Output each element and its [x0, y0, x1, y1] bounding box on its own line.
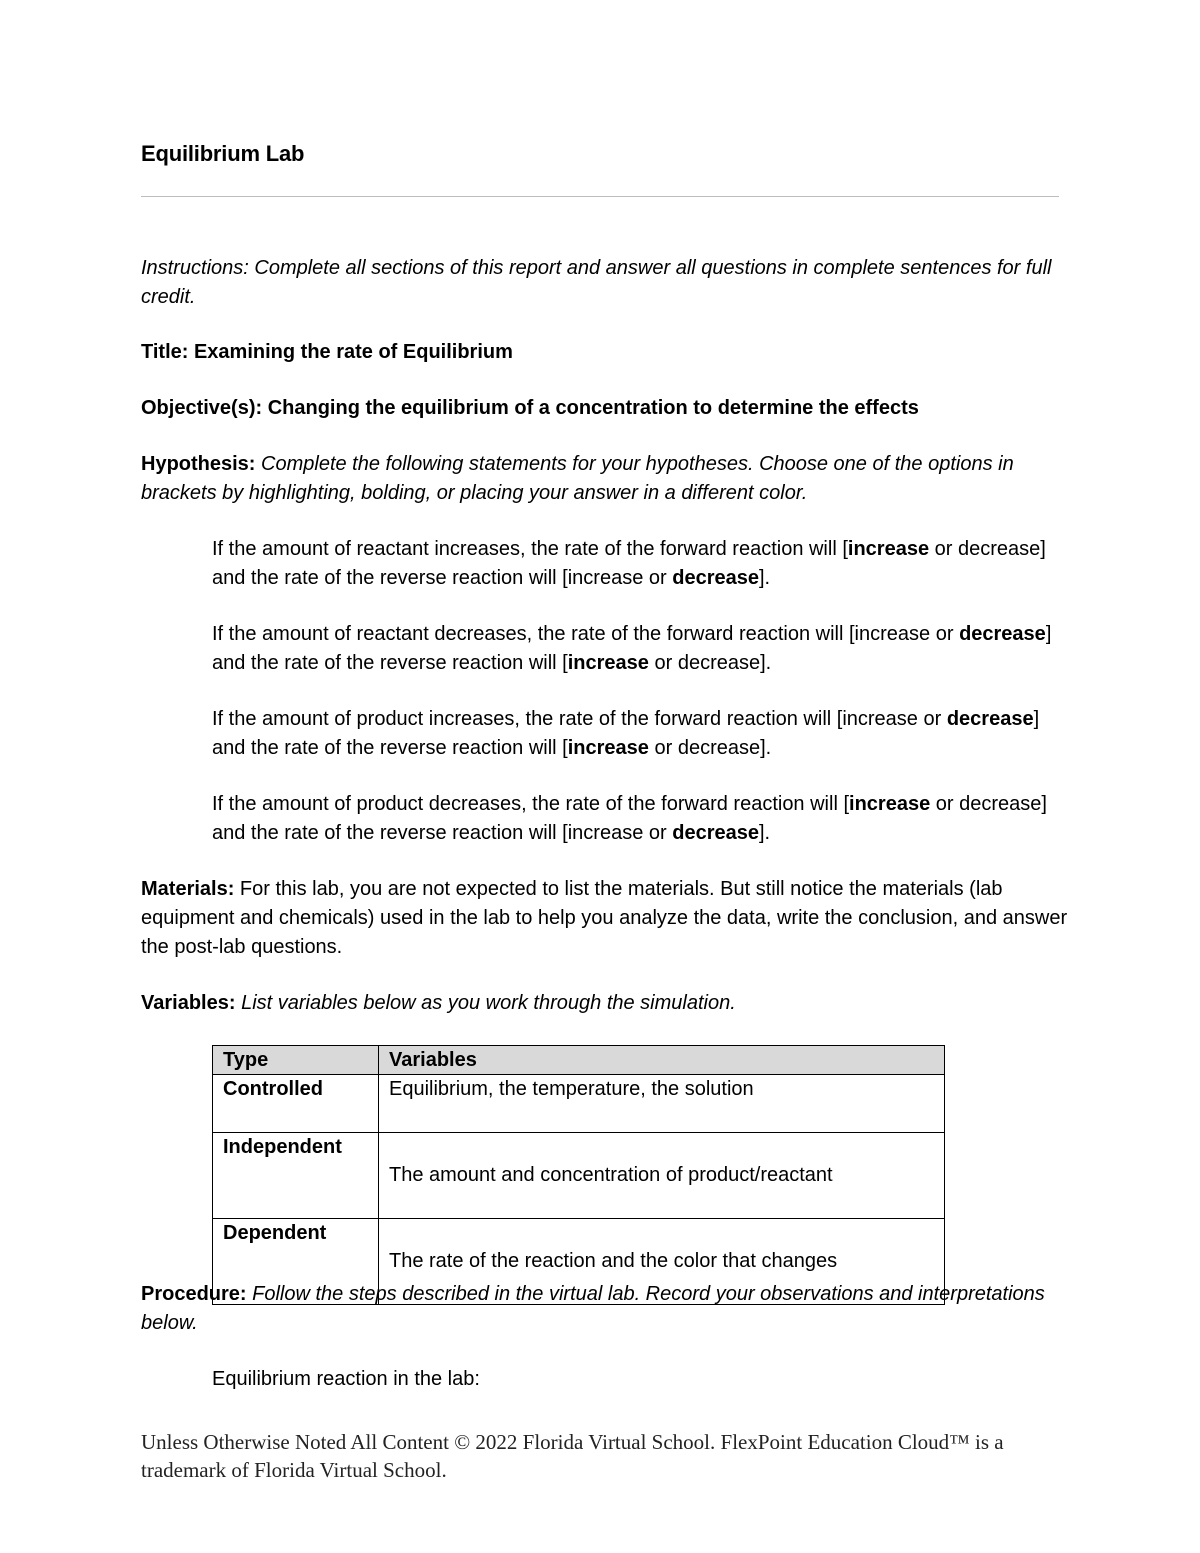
variable-type: Dependent — [213, 1219, 379, 1305]
materials-text: For this lab, you are not expected to list the materials. But still notice the materials (lab equipment and chemicals) used in the lab to help you analyze the data, write the conclusion, and answer the post-lab questions. — [141, 878, 1068, 958]
variables-text: List variables below as you work through the simulation. — [235, 992, 736, 1014]
hypothesis-text: Complete the following statements for your hypotheses. Choose one of the options in brackets by highlighting, bolding, or placing your answer in a different color. — [141, 453, 1014, 504]
procedure-text: Follow the steps described in the virtual lab. Record your observations and interpretations below. — [141, 1283, 1045, 1334]
objective-line: Objective(s): Changing the equilibrium of a concentration to determine the effects — [141, 397, 919, 419]
table-header-type: Type — [213, 1046, 379, 1075]
hypothesis-choice: decrease — [959, 623, 1046, 645]
procedure-label: Procedure: — [141, 1283, 247, 1305]
hypothesis-choice: decrease — [672, 567, 759, 589]
document-title: Equilibrium Lab — [141, 141, 305, 166]
variable-type: Controlled — [213, 1075, 379, 1133]
hypothesis-statement-1: If the amount of reactant increases, the rate of the forward reaction will [increase or decrease] and the rate of the reverse reaction will [increase or decrease]. — [212, 538, 1046, 589]
hypothesis-choice: decrease — [946, 708, 1034, 730]
variables-label: Variables: — [141, 992, 236, 1014]
table-row — [213, 1133, 945, 1219]
variable-value: The rate of the reaction and the color that changes — [379, 1219, 945, 1305]
equilibrium-reaction-label: Equilibrium reaction in the lab: — [212, 1368, 480, 1390]
hypothesis-paragraph — [141, 450, 1071, 508]
hypothesis-choice: increase — [567, 737, 649, 759]
page-footer: Unless Otherwise Noted All Content © 2022 Florida Virtual School. FlexPoint Education Cloud™ is a trademark of Florida Virtual School. — [141, 1430, 1004, 1482]
hypothesis-label: Hypothesis: — [141, 453, 256, 475]
variables-table — [212, 1045, 945, 1305]
variable-type: Independent — [213, 1133, 379, 1219]
title-divider — [141, 196, 1059, 197]
variable-value: The amount and concentration of product/reactant — [379, 1133, 945, 1219]
materials-paragraph — [141, 875, 1071, 962]
hypothesis-statement-4: If the amount of product decreases, the rate of the forward reaction will [increase or decrease] and the rate of the reverse reaction will [increase or decrease]. — [212, 793, 1047, 844]
procedure-paragraph — [141, 1280, 1071, 1338]
materials-label: Materials: — [141, 878, 235, 900]
table-header-variables: Variables — [379, 1046, 945, 1075]
hypothesis-choice: decrease — [672, 822, 759, 844]
hypothesis-statement-3: If the amount of product increases, the rate of the forward reaction will [increase or decrease] and the rate of the reverse reaction will [increase or decrease]. — [212, 708, 1040, 759]
table-header-row — [213, 1046, 945, 1075]
instructions-text: Instructions: Complete all sections of this report and answer all questions in complete sentences for full credit. — [141, 257, 1052, 308]
variable-value: Equilibrium, the temperature, the solution — [379, 1075, 945, 1133]
table-row — [213, 1075, 945, 1133]
hypothesis-statement-2: If the amount of reactant decreases, the rate of the forward reaction will [increase or decrease] and the rate of the reverse reaction will [increase or decrease]. — [212, 623, 1052, 674]
variables-paragraph — [141, 989, 1071, 1018]
hypothesis-choice: increase — [847, 538, 930, 560]
hypothesis-choice: increase — [567, 652, 649, 674]
title-line: Title: Examining the rate of Equilibrium — [141, 341, 513, 363]
hypothesis-choice: increase — [849, 793, 931, 815]
